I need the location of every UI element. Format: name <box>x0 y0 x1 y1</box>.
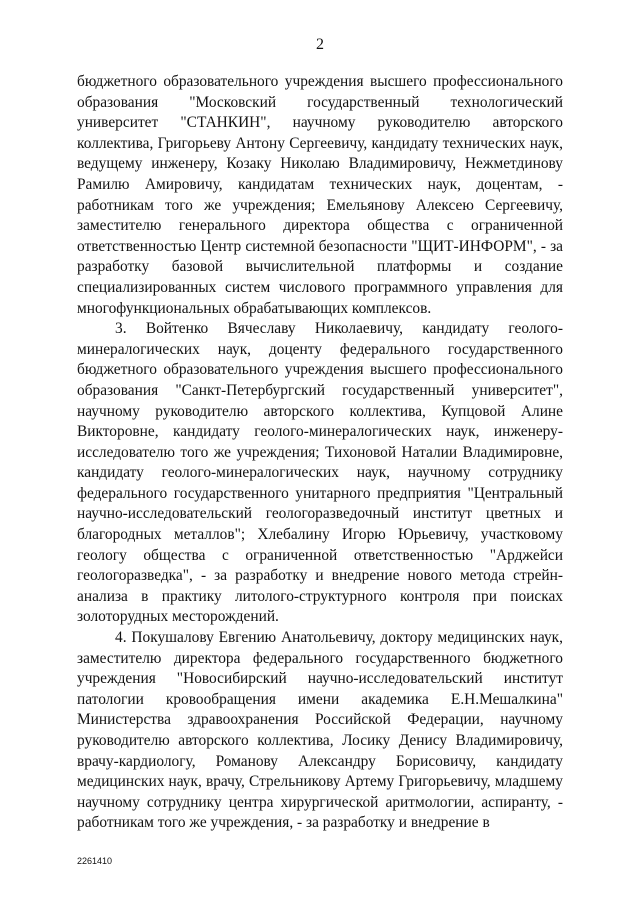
document-body <box>77 72 563 834</box>
paragraph-continuation: бюджетного образовательного учреждения высшего профессионального образования "Московский государственный технологический университет "СТАНКИН", научному руководителю авторского коллектива, Григорьеву Антону Сергеевичу, кандидату технических наук, ведущему инженеру, Козаку Николаю Владимировичу, Нежметдинову Рамилю Амировичу, кандидатам технических наук, доцентам, - работникам того же учреждения; Емельянову Алексею Сергеевичу, заместителю генерального директора общества с ограниченной ответственностью Центр системной безопасности "ЩИТ-ИНФОРМ", - за разработку базовой вычислительной платформы и создание специализированных систем числового программного управления для многофункциональных обрабатывающих комплексов. <box>77 73 563 317</box>
page-number: 2 <box>316 36 324 53</box>
paragraph-item-3: 3. Войтенко Вячеславу Николаевичу, кандидату геолого-минералогических наук, доценту федерального государственного бюджетного образовательного учреждения высшего профессионального образования "Санкт-Петербургский государственный университет", научному руководителю авторского коллектива, Купцовой Алине Викторовне, кандидату геолого-минералогических наук, инженеру-исследователю того же учреждения; Тихоновой Наталии Владимировне, кандидату геолого-минералогических наук, научному сотруднику федерального государственного унитарного предприятия "Центральный научно-исследовательский геологоразведочный институт цветных и благородных металлов"; Хлебалину Игорю Юрьевичу, участковому геологу общества с ограниченной ответственностью "Арджейси геологоразведка", - за разработку и внедрение нового метода стрейн-анализа в практику литолого-структурного контроля при поисках золоторудных месторождений. <box>77 320 563 626</box>
paragraph-item-4: 4. Покушалову Евгению Анатольевичу, доктору медицинских наук, заместителю директора федерального государственного бюджетного учреждения "Новосибирский научно-исследовательский институт патологии кровообращения имени академика Е.Н.Мешалкина" Министерства здравоохранения Российской Федерации, научному руководителю авторского коллектива, Лосику Денису Владимировичу, врачу-кардиологу, Романову Александру Борисовичу, кандидату медицинских наук, врачу, Стрельникову Артему Григорьевичу, младшему научному сотруднику центра хирургической аритмологии, аспиранту, - работникам того же учреждения, - за разработку и внедрение в <box>77 629 563 832</box>
document-code: 2261410 <box>77 856 113 866</box>
